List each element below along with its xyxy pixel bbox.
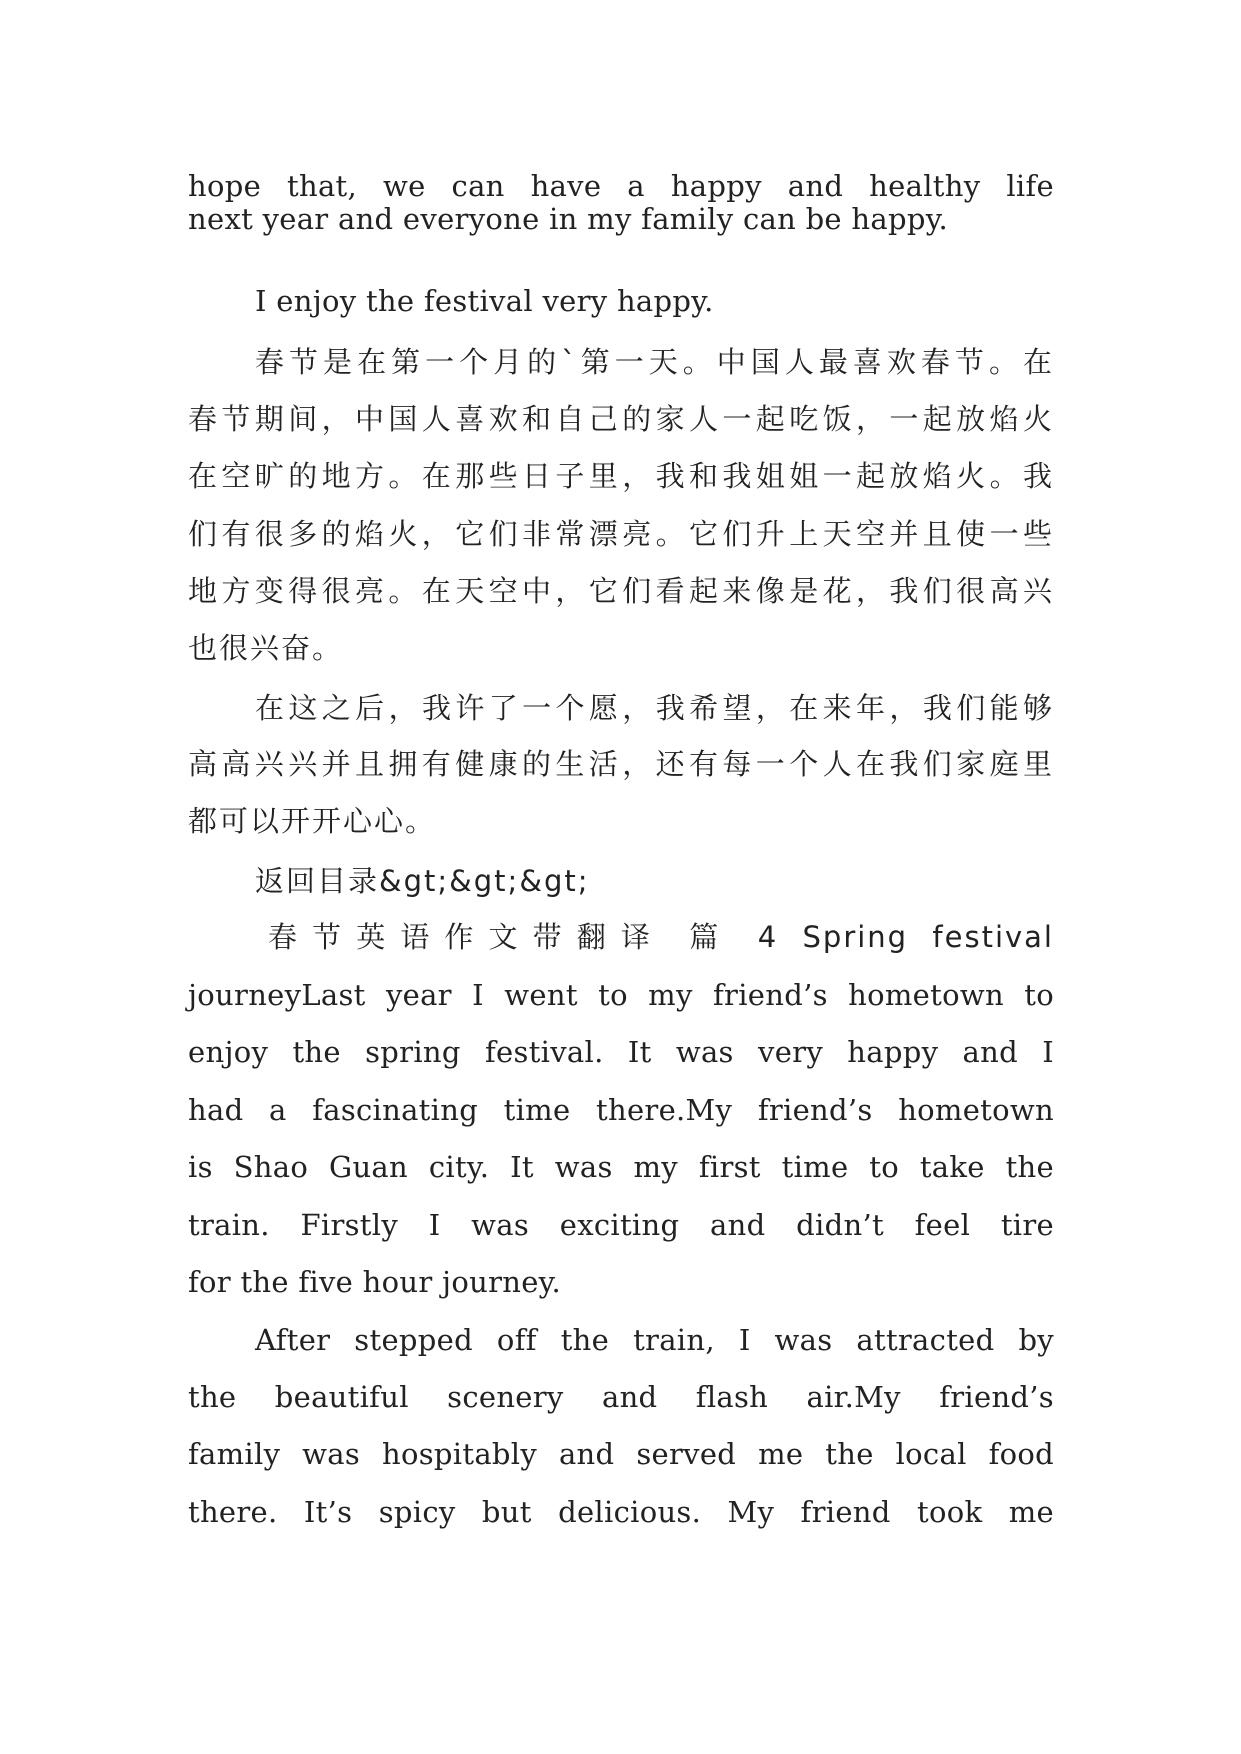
section-heading: 春节英语作文带翻译 篇 4 Spring festival <box>268 920 1054 954</box>
text-line: next year and everyone in my family can be happy. <box>188 202 949 236</box>
text-line: hope that, we can have a happy and healthy life <box>188 169 1054 203</box>
text-line: 们有很多的焰火，它们非常漂亮。它们升上天空并且使一些 <box>188 517 1054 551</box>
text-line: 春节期间，中国人喜欢和自己的家人一起吃饭，一起放焰火 <box>188 402 1054 436</box>
text-line: train. Firstly I was exciting and didn’t feel tire <box>188 1208 1054 1242</box>
text-line: 春节是在第一个月的`第一天。中国人最喜欢春节。在 <box>255 345 1054 379</box>
text-line: enjoy the spring festival. It was very happy and I <box>188 1035 1054 1069</box>
text-line: After stepped off the train, I was attracted by <box>255 1323 1054 1357</box>
text-line: 也很兴奋。 <box>188 631 344 665</box>
text-line: 在这之后，我许了一个愿，我希望，在来年，我们能够 <box>255 691 1054 725</box>
text-line: I enjoy the festival very happy. <box>255 284 714 318</box>
text-line: family was hospitably and served me the local food <box>188 1437 1054 1471</box>
text-line: 地方变得很亮。在天空中，它们看起来像是花，我们很高兴 <box>188 574 1054 608</box>
text-line: is Shao Guan city. It was my first time to take the <box>188 1150 1054 1184</box>
back-to-contents-link[interactable]: 返回目录&gt;&gt;&gt; <box>255 864 590 898</box>
text-line: had a fascinating time there.My friend’s hometown <box>188 1093 1054 1127</box>
text-line: 高高兴兴并且拥有健康的生活，还有每一个人在我们家庭里 <box>188 747 1054 781</box>
text-line: journeyLast year I went to my friend’s hometown to <box>188 978 1054 1012</box>
text-line: the beautiful scenery and flash air.My friend’s <box>188 1380 1054 1414</box>
text-line: there. It’s spicy but delicious. My friend took me <box>188 1495 1054 1529</box>
text-line: for the five hour journey. <box>188 1265 562 1299</box>
text-line: 都可以开开心心。 <box>188 804 437 838</box>
text-line: 在空旷的地方。在那些日子里，我和我姐姐一起放焰火。我 <box>188 459 1054 493</box>
